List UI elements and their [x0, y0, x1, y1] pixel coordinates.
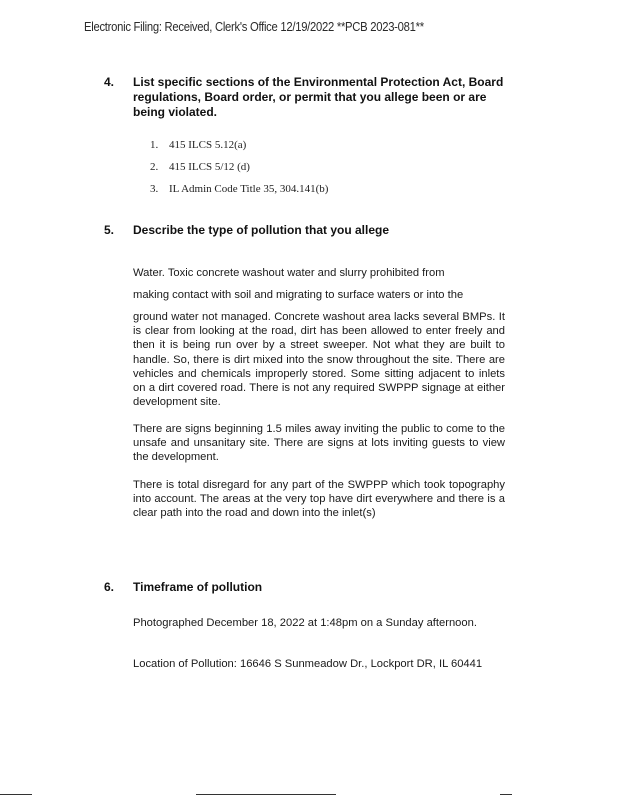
pollution-line-2: making contact with soil and migrating to surface waters or into the	[133, 289, 464, 301]
list-item: 1. 415 ILCS 5.12(a)	[150, 139, 247, 151]
footer-rule	[500, 794, 512, 795]
section-5-number: 5.	[104, 223, 115, 237]
pollution-paragraph-2: There are signs beginning 1.5 miles away inviting the public to come to the unsafe and unsanitary site. There are signs at lots inviting guests to view the development.	[133, 423, 505, 464]
filing-stamp-header: Electronic Filing: Received, Clerk's Office 12/19/2022 **PCB 2023-081**	[84, 20, 424, 34]
list-item: 2. 415 ILCS 5/12 (d)	[150, 161, 250, 173]
footer-rule	[0, 794, 32, 795]
location-paragraph: Location of Pollution: 16646 S Sunmeadow Dr., Lockport DR, IL 60441	[133, 658, 483, 670]
section-6-title: Timeframe of pollution	[133, 580, 263, 594]
section-4-title: List specific sections of the Environmental Protection Act, Board regulations, Board order, or permit that you allege been or are being violated.	[133, 75, 504, 119]
violations-list	[150, 139, 328, 205]
section-4-number: 4.	[104, 75, 115, 89]
list-item: 3. IL Admin Code Title 35, 304.141(b)	[150, 183, 329, 195]
section-6-number: 6.	[104, 580, 115, 594]
section-5-title: Describe the type of pollution that you allege	[133, 223, 390, 237]
pollution-paragraph-1: ground water not managed. Concrete washout area lacks several BMPs. It is clear from looking at the road, dirt has been allowed to enter freely and then it is being run over by a street sweeper. Not what they are built to handle. So, there is dirt mixed into the snow throughout the site. There are vehicles and chemicals improperly stored. Some sitting adjacent to inlets on a dirt covered road. There is not any required SWPPP signage at either development site.	[133, 311, 505, 409]
footer-rule	[196, 794, 336, 795]
pollution-paragraph-3: There is total disregard for any part of the SWPPP which took topography into account. The areas at the very top have dirt everywhere and there is a clear path into the road and down into the inlet(s)	[133, 479, 505, 520]
pollution-line-1: Water. Toxic concrete washout water and slurry prohibited from	[133, 267, 445, 279]
timeframe-paragraph: Photographed December 18, 2022 at 1:48pm on a Sunday afternoon.	[133, 617, 477, 629]
